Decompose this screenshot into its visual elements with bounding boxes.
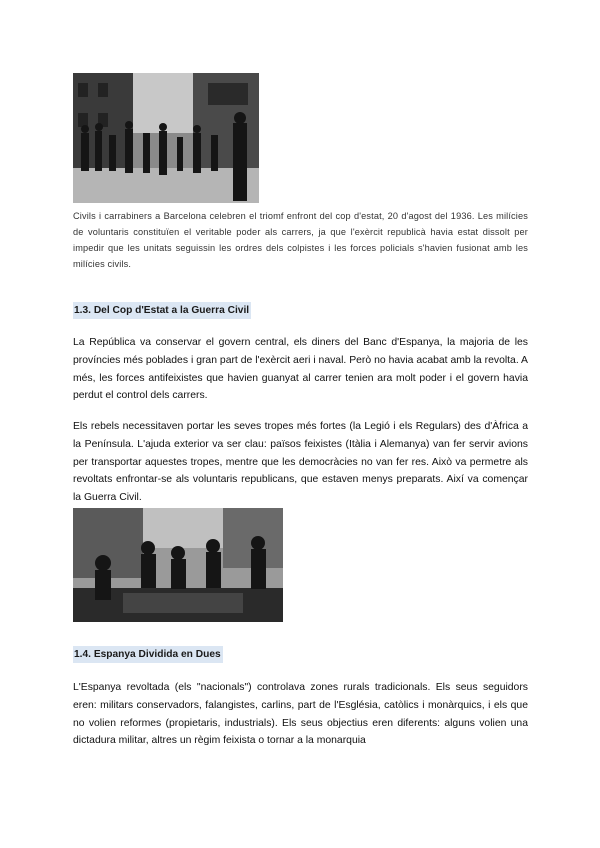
photo-caption: Civils i carrabiners a Barcelona celebren el triomf enfront del cop d'estat, 20 d'agost del 1936. Les milícies de voluntaris constituïen el veritable poder als carrers, ja que l'exèrcit republicà havia estat dissolt per impedir que les unitats seguissin les ordres dels colpistes i les forces policials s'havien fusionat amb les milícies civils. xyxy=(73,211,528,269)
soldiers-car-photo xyxy=(73,508,283,622)
paragraph: La República va conservar el govern central, els diners del Banc d'Espanya, la majoria de les províncies més poblades i gran part de l'exèrcit aeri i naval. Però no havia acabat amb la revolta. A més, les forces antifeixistes que havien guanyat al carrer tenien ara molt poder i el govern havia perdut el control dels carrers. xyxy=(73,337,528,402)
paragraph: L'Espanya revoltada (els "nacionals") controlava zones rurals tradicionals. Els seus seguidors eren: militars conservadors, falangistes, carlins, part de l'Església, catòlics i monàrquics, i els que no volien reformes (propietaris, industrials). Els seus objectius eren diferents: alguns volien una dictadura militar, altres un règim feixista o tornar a la monarquia xyxy=(73,682,528,747)
street-celebration-photo xyxy=(73,73,259,203)
section-heading-1-3: 1.3. Del Cop d'Estat a la Guerra Civil xyxy=(73,302,251,319)
paragraph: Els rebels necessitaven portar les seves tropes més fortes (la Legió i els Regulars) des d'Àfrica a la Península. L'ajuda exterior va ser clau: països feixistes (Itàlia i Alemanya) van fer servir avions per transportar aquestes tropes, mentre que les democràcies no van fer res. Això va permetre als revoltats enfrontar-se als voluntaris republicans, que estaven menys preparats. Així va començar la Guerra Civil. xyxy=(73,421,528,504)
section-heading-1-4: 1.4. Espanya Dividida en Dues xyxy=(73,646,223,663)
